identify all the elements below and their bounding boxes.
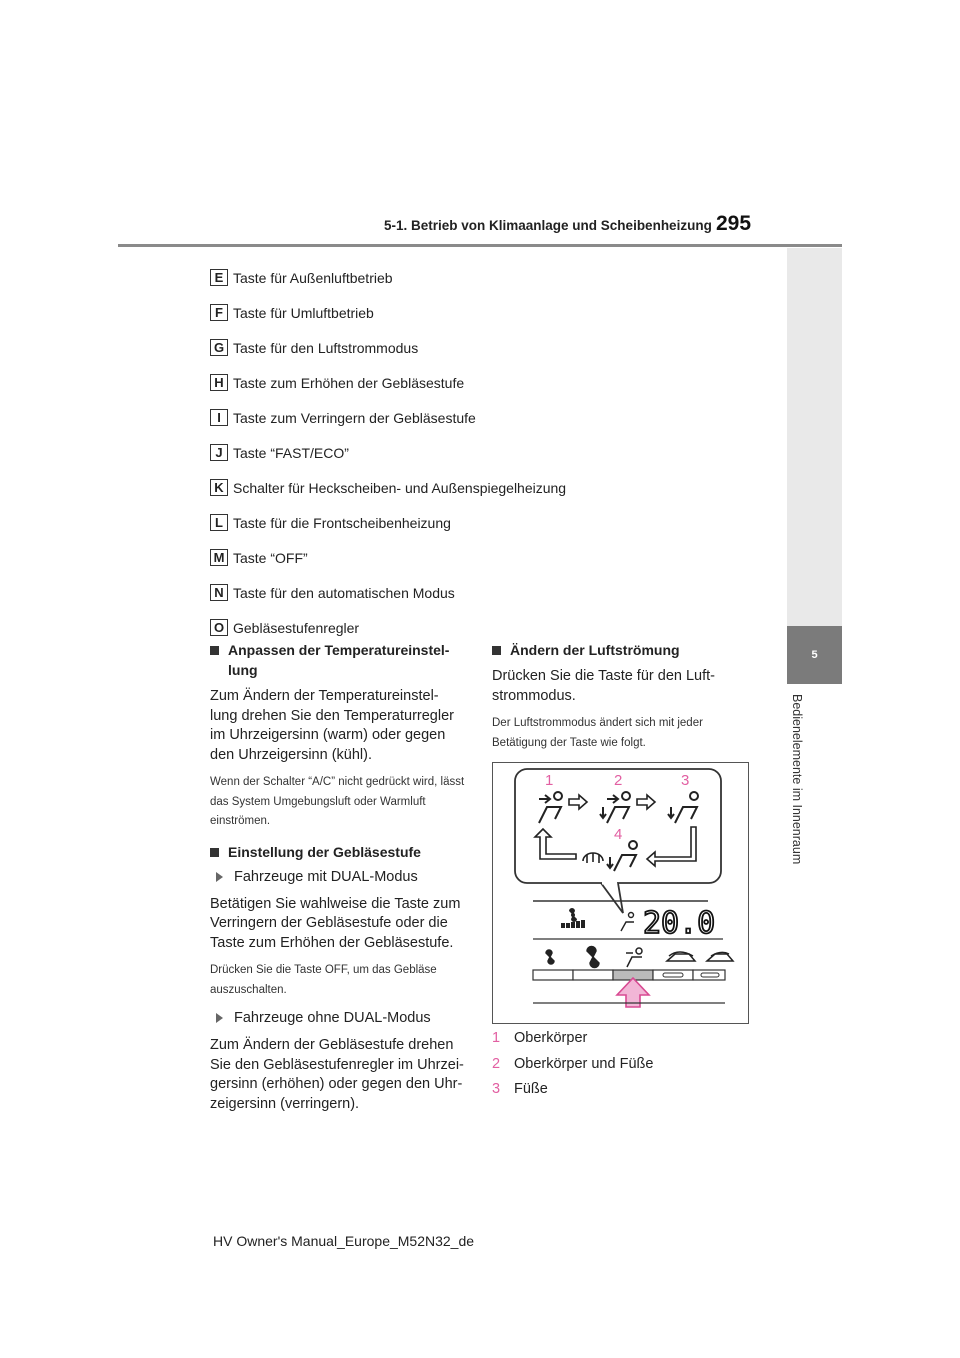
list-item (492, 1077, 653, 1103)
callout-pointer (601, 883, 623, 913)
key-description: Taste zum Erhöhen der Gebläsestufe (233, 374, 465, 391)
right-column (492, 640, 752, 763)
callout-1: 1 (545, 772, 554, 789)
key-description: Schalter für Heckscheiben- und Außenspiegelheizung (233, 479, 567, 496)
button-strip (533, 970, 725, 980)
key-letter: E (210, 269, 228, 286)
list-item (210, 400, 566, 435)
triangle-bullet-icon (216, 1013, 223, 1023)
key-description: Gebläsestufenregler (233, 619, 360, 636)
key-description: Taste “OFF” (233, 549, 308, 566)
list-item (210, 330, 566, 365)
airflow-mode-list (492, 1026, 653, 1103)
list-item (210, 365, 566, 400)
airflow-number: 3 (492, 1081, 501, 1097)
key-description: Taste “FAST/ECO” (233, 444, 349, 461)
airflow-diagram (493, 763, 750, 1025)
temperature-body: Zum Ändern der Temperatureinstel-lung drehen Sie den Temperaturregler im Uhrzeigersinn (warm) oder gegen den Uhrzeigersinn (kühl). (210, 688, 454, 763)
fan-down-icon (546, 950, 554, 964)
dual-mode-body: Betätigen Sie wahlweise die Taste zum Verringern der Gebläsestufe oder die Taste zum Erhöhen der Gebläsestufe. (210, 895, 461, 951)
square-bullet-icon (492, 646, 501, 655)
triangle-bullet-icon (216, 872, 223, 882)
no-dual-mode-body: Zum Ändern der Gebläsestufe drehen Sie den Gebläsestufenregler im Uhrzei-gersinn (erhöhen) oder gegen den Uhr-zeigersinn (verringern). (210, 1037, 464, 1112)
key-letter: J (210, 444, 228, 461)
header-divider (118, 244, 842, 247)
button-legend-list (210, 260, 566, 645)
airflow-label: Oberkörper und Füße (514, 1055, 654, 1072)
airflow-label: Füße (514, 1081, 548, 1097)
callout-4: 4 (614, 826, 623, 843)
chapter-title: Bedienelemente im Innenraum (790, 694, 804, 865)
airflow-heading: Ändern der Luftströmung (492, 640, 752, 660)
key-letter: I (210, 409, 228, 426)
temperature-note: Wenn der Schalter “A/C” nicht gedrückt wird, lässt das System Umgebungsluft oder Warmluft einströmen. (210, 776, 465, 827)
chapter-number-tab: 5 (787, 626, 842, 684)
section-title: 5-1. Betrieb von Klimaanlage und Scheibenheizung (384, 218, 712, 233)
airflow-number: 1 (492, 1030, 501, 1046)
list-item (210, 505, 566, 540)
airflow-button-icon (626, 948, 642, 967)
key-description: Taste für Außenluftbetrieb (233, 269, 393, 286)
key-letter: O (210, 619, 228, 636)
key-letter: M (210, 549, 228, 566)
key-letter: G (210, 339, 228, 356)
key-letter: H (210, 374, 228, 391)
list-item (210, 470, 566, 505)
list-item (210, 540, 566, 575)
fan-speed-heading: Einstellung der Gebläsestufe (210, 842, 465, 862)
callout-3: 3 (681, 772, 690, 789)
airflow-mode-figure (492, 762, 749, 1024)
footer-manual-id: HV Owner's Manual_Europe_M52N32_de (213, 1233, 475, 1249)
key-description: Taste für Umluftbetrieb (233, 304, 374, 321)
side-tab-background (787, 248, 842, 626)
no-dual-mode-heading: Fahrzeuge ohne DUAL-Modus (210, 1010, 465, 1026)
dual-mode-heading: Fahrzeuge mit DUAL-Modus (210, 869, 465, 885)
recirculation-icon (707, 952, 733, 961)
square-bullet-icon (210, 848, 219, 857)
list-item (210, 435, 566, 470)
callout-2: 2 (614, 772, 623, 789)
square-bullet-icon (210, 646, 219, 655)
key-letter: L (210, 514, 228, 531)
airflow-number: 2 (492, 1055, 501, 1072)
list-item (492, 1026, 653, 1052)
list-item (492, 1052, 653, 1078)
list-item (210, 260, 566, 295)
outside-air-icon (667, 952, 695, 961)
airflow-body: Drücken Sie die Taste für den Luft-strommodus. (492, 668, 715, 704)
temperature-display: 20.0 (643, 906, 716, 941)
temperature-heading: Anpassen der Temperatureinstel-lung (210, 640, 465, 680)
key-description: Taste zum Verringern der Gebläsestufe (233, 409, 476, 426)
airflow-label: Oberkörper (514, 1030, 588, 1046)
key-description: Taste für die Frontscheibenheizung (233, 514, 451, 531)
key-description: Taste für den Luftstrommodus (233, 339, 419, 356)
key-letter: K (210, 479, 228, 496)
list-item (210, 295, 566, 330)
page-number: 295 (716, 212, 752, 235)
list-item (210, 575, 566, 610)
key-letter: N (210, 584, 228, 601)
dual-mode-note: Drücken Sie die Taste OFF, um das Gebläse auszuschalten. (210, 964, 437, 996)
fan-up-icon (587, 947, 599, 968)
button-icon-row (546, 947, 733, 968)
airflow-note: Der Luftstrommodus ändert sich mit jeder Betätigung der Taste wie folgt. (492, 717, 703, 749)
fan-icon (569, 908, 577, 922)
key-letter: F (210, 304, 228, 321)
left-column (210, 640, 465, 1122)
key-description: Taste für den automatischen Modus (233, 584, 455, 601)
airflow-mode-indicator-icon (621, 913, 634, 932)
